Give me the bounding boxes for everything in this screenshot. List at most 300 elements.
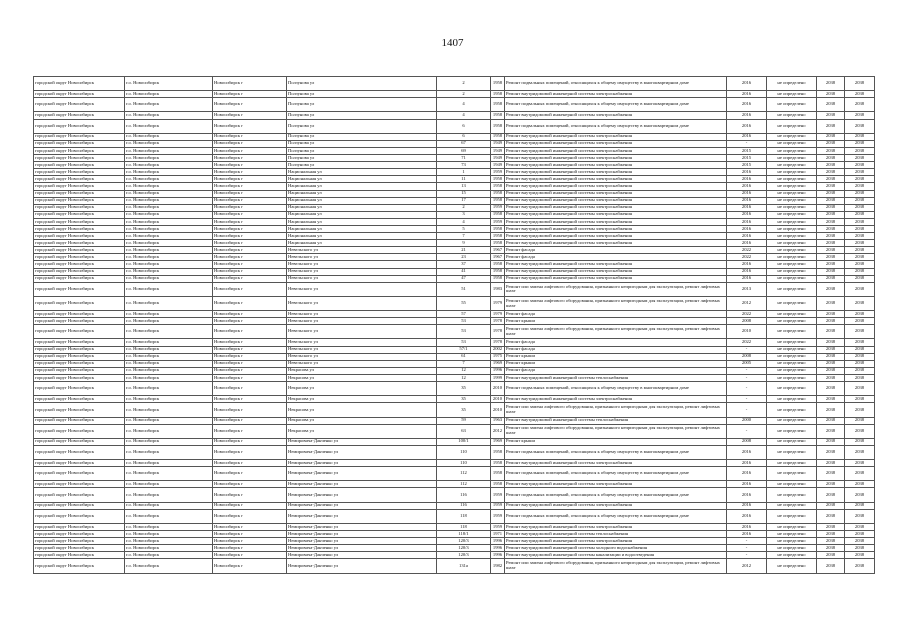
table-row xyxy=(34,240,875,247)
locality-cell: Новосибирск г xyxy=(213,445,287,459)
street-cell: Некрасова ул xyxy=(287,417,437,424)
house-number-cell: 6 xyxy=(437,133,491,140)
street-cell: Ползунова ул xyxy=(287,91,437,98)
table-row xyxy=(34,119,875,133)
street-cell: Невельского ул xyxy=(287,254,437,261)
year-built-cell: 1958 xyxy=(491,77,505,91)
deadline-start-cell: 2038 xyxy=(817,247,845,254)
status-cell: не определено xyxy=(767,538,817,545)
planned-year-cell: 2010 xyxy=(727,325,767,339)
work-type-cell: Ремонт внутридомовой инженерной системы электроснабжения xyxy=(505,481,727,488)
district-cell: городской округ Новосибирск xyxy=(34,445,125,459)
year-built-cell: 1979 xyxy=(491,311,505,318)
table-row xyxy=(34,424,875,438)
work-type-cell: Ремонт внутридомовой инженерной системы канализации и водоотведения xyxy=(505,552,727,559)
locality-cell: Новосибирск г xyxy=(213,545,287,552)
district-cell: городской округ Новосибирск xyxy=(34,247,125,254)
deadline-start-cell: 2038 xyxy=(817,396,845,403)
house-number-cell: 35 xyxy=(437,403,491,417)
street-cell: Невельского ул xyxy=(287,346,437,353)
planned-year-cell: 2016 xyxy=(727,240,767,247)
locality-cell: Новосибирск г xyxy=(213,98,287,112)
city-cell: г.о. Новосибирск xyxy=(125,183,213,190)
table-row xyxy=(34,296,875,310)
work-type-cell: Ремонт внутридомовой инженерной системы электроснабжения xyxy=(505,162,727,169)
house-number-cell: 100/1 xyxy=(437,438,491,445)
work-type-cell: Ремонт внутридомовой инженерной системы электроснабжения xyxy=(505,183,727,190)
year-built-cell: 1969 xyxy=(491,438,505,445)
house-number-cell: 55 xyxy=(437,296,491,310)
status-cell: не определено xyxy=(767,155,817,162)
deadline-start-cell: 2038 xyxy=(817,169,845,176)
street-cell: Ползунова ул xyxy=(287,119,437,133)
house-number-cell: 59 xyxy=(437,417,491,424)
district-cell: городской округ Новосибирск xyxy=(34,460,125,467)
status-cell: не определено xyxy=(767,233,817,240)
status-cell: не определено xyxy=(767,559,817,573)
street-cell: Ползунова ул xyxy=(287,133,437,140)
deadline-start-cell: 2038 xyxy=(817,112,845,119)
year-built-cell: 1958 xyxy=(491,225,505,232)
deadline-end-cell: 2038 xyxy=(845,417,875,424)
locality-cell: Новосибирск г xyxy=(213,488,287,502)
status-cell: не определено xyxy=(767,438,817,445)
deadline-start-cell: 2038 xyxy=(817,77,845,91)
deadline-start-cell: 2038 xyxy=(817,204,845,211)
locality-cell: Новосибирск г xyxy=(213,240,287,247)
status-cell: не определено xyxy=(767,211,817,218)
deadline-start-cell: 2038 xyxy=(817,261,845,268)
year-built-cell: 1959 xyxy=(491,169,505,176)
status-cell: не определено xyxy=(767,488,817,502)
city-cell: г.о. Новосибирск xyxy=(125,360,213,367)
house-number-cell: 120/3 xyxy=(437,552,491,559)
work-type-cell: Ремонт или замена лифтового оборудования, признанного непригодным для эксплуатации, ремонт лифтовых шахт xyxy=(505,282,727,296)
planned-year-cell: - xyxy=(727,424,767,438)
status-cell: не определено xyxy=(767,112,817,119)
locality-cell: Новосибирск г xyxy=(213,531,287,538)
street-cell: Невельского ул xyxy=(287,360,437,367)
district-cell: городской округ Новосибирск xyxy=(34,261,125,268)
status-cell: не определено xyxy=(767,98,817,112)
street-cell: Некрасова ул xyxy=(287,374,437,381)
table-row xyxy=(34,403,875,417)
deadline-start-cell: 2038 xyxy=(817,360,845,367)
street-cell: Невельского ул xyxy=(287,353,437,360)
house-number-cell: 61 xyxy=(437,353,491,360)
house-number-cell: 57 xyxy=(437,311,491,318)
planned-year-cell: 2016 xyxy=(727,91,767,98)
district-cell: городской округ Новосибирск xyxy=(34,538,125,545)
deadline-end-cell: 2038 xyxy=(845,339,875,346)
street-cell: Немировича-Данченко ул xyxy=(287,538,437,545)
house-number-cell: 110 xyxy=(437,460,491,467)
year-built-cell: 1958 xyxy=(491,233,505,240)
street-cell: Немировича-Данченко ул xyxy=(287,488,437,502)
city-cell: г.о. Новосибирск xyxy=(125,282,213,296)
district-cell: городской округ Новосибирск xyxy=(34,367,125,374)
street-cell: Ползунова ул xyxy=(287,112,437,119)
table-row xyxy=(34,98,875,112)
year-built-cell: 1949 xyxy=(491,147,505,154)
locality-cell: Новосибирск г xyxy=(213,559,287,573)
planned-year-cell: 2008 xyxy=(727,318,767,325)
city-cell: г.о. Новосибирск xyxy=(125,374,213,381)
locality-cell: Новосибирск г xyxy=(213,204,287,211)
deadline-end-cell: 2038 xyxy=(845,311,875,318)
city-cell: г.о. Новосибирск xyxy=(125,502,213,509)
district-cell: городской округ Новосибирск xyxy=(34,559,125,573)
deadline-end-cell: 2038 xyxy=(845,77,875,91)
work-type-cell: Ремонт внутридомовой инженерной системы электроснабжения xyxy=(505,240,727,247)
deadline-end-cell: 2038 xyxy=(845,403,875,417)
planned-year-cell: 2016 xyxy=(727,502,767,509)
locality-cell: Новосибирск г xyxy=(213,339,287,346)
deadline-end-cell: 2038 xyxy=(845,360,875,367)
street-cell: Некрасова ул xyxy=(287,382,437,396)
deadline-start-cell: 2038 xyxy=(817,367,845,374)
street-cell: Немировича-Данченко ул xyxy=(287,531,437,538)
deadline-start-cell: 2038 xyxy=(817,552,845,559)
planned-year-cell: - xyxy=(727,396,767,403)
year-built-cell: 1958 xyxy=(491,445,505,459)
table-row xyxy=(34,176,875,183)
district-cell: городской округ Новосибирск xyxy=(34,353,125,360)
city-cell: г.о. Новосибирск xyxy=(125,91,213,98)
street-cell: Национальная ул xyxy=(287,169,437,176)
city-cell: г.о. Новосибирск xyxy=(125,176,213,183)
table-row xyxy=(34,523,875,530)
house-number-cell: 17 xyxy=(437,197,491,204)
deadline-end-cell: 2038 xyxy=(845,538,875,545)
city-cell: г.о. Новосибирск xyxy=(125,353,213,360)
deadline-start-cell: 2038 xyxy=(817,467,845,481)
house-number-cell: 51 xyxy=(437,282,491,296)
locality-cell: Новосибирск г xyxy=(213,552,287,559)
status-cell: не определено xyxy=(767,502,817,509)
status-cell: не определено xyxy=(767,424,817,438)
planned-year-cell: - xyxy=(727,374,767,381)
planned-year-cell: - xyxy=(727,346,767,353)
house-number-cell: 67 xyxy=(437,140,491,147)
work-type-cell: Ремонт крыши xyxy=(505,438,727,445)
planned-year-cell: 2015 xyxy=(727,147,767,154)
deadline-end-cell: 2038 xyxy=(845,559,875,573)
status-cell: не определено xyxy=(767,218,817,225)
status-cell: не определено xyxy=(767,367,817,374)
table-row xyxy=(34,318,875,325)
deadline-start-cell: 2038 xyxy=(817,382,845,396)
status-cell: не определено xyxy=(767,417,817,424)
locality-cell: Новосибирск г xyxy=(213,282,287,296)
year-built-cell: 1983 xyxy=(491,282,505,296)
year-built-cell: 1958 xyxy=(491,240,505,247)
district-cell: городской округ Новосибирск xyxy=(34,481,125,488)
table-row xyxy=(34,382,875,396)
district-cell: городской округ Новосибирск xyxy=(34,396,125,403)
year-built-cell: 2002 xyxy=(491,346,505,353)
work-type-cell: Ремонт внутридомовой инженерной системы электроснабжения xyxy=(505,261,727,268)
deadline-start-cell: 2038 xyxy=(817,488,845,502)
planned-year-cell: 2022 xyxy=(727,339,767,346)
locality-cell: Новосибирск г xyxy=(213,438,287,445)
year-built-cell: 1971 xyxy=(491,531,505,538)
locality-cell: Новосибирск г xyxy=(213,346,287,353)
planned-year-cell: 2012 xyxy=(727,296,767,310)
city-cell: г.о. Новосибирск xyxy=(125,204,213,211)
year-built-cell: 1969 xyxy=(491,360,505,367)
table-row xyxy=(34,502,875,509)
deadline-start-cell: 2038 xyxy=(817,502,845,509)
planned-year-cell: - xyxy=(727,140,767,147)
work-type-cell: Ремонт фасада xyxy=(505,311,727,318)
work-type-cell: Ремонт подвальных помещений, относящихся к общему имуществу в многоквартирном доме xyxy=(505,509,727,523)
work-type-cell: Ремонт внутридомовой инженерной системы электроснабжения xyxy=(505,204,727,211)
year-built-cell: 1958 xyxy=(491,268,505,275)
work-type-cell: Ремонт внутридомовой инженерной системы электроснабжения xyxy=(505,225,727,232)
house-number-cell: 35 xyxy=(437,382,491,396)
deadline-end-cell: 2038 xyxy=(845,467,875,481)
work-type-cell: Ремонт крыши xyxy=(505,360,727,367)
house-number-cell: 120/3 xyxy=(437,545,491,552)
table-row xyxy=(34,211,875,218)
planned-year-cell: 2008 xyxy=(727,438,767,445)
house-number-cell: 12 xyxy=(437,374,491,381)
planned-year-cell: 2016 xyxy=(727,169,767,176)
planned-year-cell: 2016 xyxy=(727,523,767,530)
street-cell: Невельского ул xyxy=(287,325,437,339)
locality-cell: Новосибирск г xyxy=(213,538,287,545)
district-cell: городской округ Новосибирск xyxy=(34,325,125,339)
planned-year-cell: 2005 xyxy=(727,360,767,367)
city-cell: г.о. Новосибирск xyxy=(125,523,213,530)
work-type-cell: Ремонт внутридомовой инженерной системы электроснабжения xyxy=(505,538,727,545)
work-type-cell: Ремонт или замена лифтового оборудования, признанного непригодным для эксплуатации, ремонт лифтовых шахт xyxy=(505,325,727,339)
deadline-end-cell: 2038 xyxy=(845,374,875,381)
street-cell: Ползунова ул xyxy=(287,147,437,154)
year-built-cell: 1999 xyxy=(491,374,505,381)
street-cell: Немировича-Данченко ул xyxy=(287,523,437,530)
deadline-end-cell: 2038 xyxy=(845,268,875,275)
status-cell: не определено xyxy=(767,225,817,232)
locality-cell: Новосибирск г xyxy=(213,509,287,523)
district-cell: городской округ Новосибирск xyxy=(34,311,125,318)
planned-year-cell: - xyxy=(727,545,767,552)
street-cell: Национальная ул xyxy=(287,204,437,211)
deadline-start-cell: 2038 xyxy=(817,531,845,538)
planned-year-cell: 2016 xyxy=(727,460,767,467)
city-cell: г.о. Новосибирск xyxy=(125,467,213,481)
table-row xyxy=(34,360,875,367)
repair-register-table xyxy=(33,76,875,574)
locality-cell: Новосибирск г xyxy=(213,502,287,509)
table-row xyxy=(34,282,875,296)
city-cell: г.о. Новосибирск xyxy=(125,311,213,318)
year-built-cell: 1975 xyxy=(491,353,505,360)
city-cell: г.о. Новосибирск xyxy=(125,460,213,467)
deadline-end-cell: 2038 xyxy=(845,218,875,225)
deadline-start-cell: 2038 xyxy=(817,190,845,197)
year-built-cell: 1996 xyxy=(491,552,505,559)
city-cell: г.о. Новосибирск xyxy=(125,396,213,403)
planned-year-cell: 2022 xyxy=(727,247,767,254)
table-row xyxy=(34,183,875,190)
district-cell: городской округ Новосибирск xyxy=(34,204,125,211)
district-cell: городской округ Новосибирск xyxy=(34,488,125,502)
work-type-cell: Ремонт внутридомовой инженерной системы электроснабжения xyxy=(505,523,727,530)
locality-cell: Новосибирск г xyxy=(213,225,287,232)
planned-year-cell: 2022 xyxy=(727,311,767,318)
work-type-cell: Ремонт внутридомовой инженерной системы электроснабжения xyxy=(505,155,727,162)
district-cell: городской округ Новосибирск xyxy=(34,254,125,261)
work-type-cell: Ремонт крыши xyxy=(505,353,727,360)
planned-year-cell: 2016 xyxy=(727,204,767,211)
year-built-cell: 1959 xyxy=(491,523,505,530)
house-number-cell: 7 xyxy=(437,233,491,240)
deadline-end-cell: 2038 xyxy=(845,240,875,247)
year-built-cell: 1996 xyxy=(491,538,505,545)
locality-cell: Новосибирск г xyxy=(213,353,287,360)
city-cell: г.о. Новосибирск xyxy=(125,339,213,346)
table-row xyxy=(34,438,875,445)
house-number-cell: 23 xyxy=(437,254,491,261)
district-cell: городской округ Новосибирск xyxy=(34,197,125,204)
deadline-end-cell: 2038 xyxy=(845,247,875,254)
table-body xyxy=(34,77,875,574)
deadline-end-cell: 2038 xyxy=(845,261,875,268)
city-cell: г.о. Новосибирск xyxy=(125,445,213,459)
street-cell: Национальная ул xyxy=(287,183,437,190)
deadline-end-cell: 2038 xyxy=(845,438,875,445)
planned-year-cell: 2013 xyxy=(727,282,767,296)
house-number-cell: 116 xyxy=(437,488,491,502)
city-cell: г.о. Новосибирск xyxy=(125,261,213,268)
deadline-start-cell: 2038 xyxy=(817,509,845,523)
deadline-start-cell: 2038 xyxy=(817,133,845,140)
planned-year-cell: 2016 xyxy=(727,211,767,218)
deadline-start-cell: 2038 xyxy=(817,438,845,445)
work-type-cell: Ремонт подвальных помещений, относящихся к общему имуществу в многоквартирном доме xyxy=(505,445,727,459)
year-built-cell: 1958 xyxy=(491,183,505,190)
street-cell: Немировича-Данченко ул xyxy=(287,467,437,481)
year-built-cell: 1958 xyxy=(491,460,505,467)
deadline-start-cell: 2038 xyxy=(817,197,845,204)
planned-year-cell: 2016 xyxy=(727,112,767,119)
work-type-cell: Ремонт подвальных помещений, относящихся к общему имуществу в многоквартирном доме xyxy=(505,77,727,91)
deadline-start-cell: 2038 xyxy=(817,545,845,552)
deadline-start-cell: 2038 xyxy=(817,559,845,573)
deadline-start-cell: 2038 xyxy=(817,225,845,232)
table-row xyxy=(34,445,875,459)
year-built-cell: 2012 xyxy=(491,424,505,438)
district-cell: городской округ Новосибирск xyxy=(34,233,125,240)
year-built-cell: 1979 xyxy=(491,296,505,310)
year-built-cell: 1958 xyxy=(491,197,505,204)
planned-year-cell: 2016 xyxy=(727,509,767,523)
street-cell: Ползунова ул xyxy=(287,77,437,91)
work-type-cell: Ремонт внутридомовой инженерной системы теплоснабжения xyxy=(505,374,727,381)
year-built-cell: 1967 xyxy=(491,247,505,254)
deadline-end-cell: 2038 xyxy=(845,112,875,119)
deadline-end-cell: 2038 xyxy=(845,147,875,154)
street-cell: Невельского ул xyxy=(287,247,437,254)
status-cell: не определено xyxy=(767,346,817,353)
deadline-end-cell: 2038 xyxy=(845,545,875,552)
city-cell: г.о. Новосибирск xyxy=(125,225,213,232)
house-number-cell: 2 xyxy=(437,77,491,91)
locality-cell: Новосибирск г xyxy=(213,254,287,261)
year-built-cell: 1967 xyxy=(491,254,505,261)
house-number-cell: 53 xyxy=(437,318,491,325)
status-cell: не определено xyxy=(767,531,817,538)
deadline-start-cell: 2038 xyxy=(817,282,845,296)
year-built-cell: 1958 xyxy=(491,91,505,98)
status-cell: не определено xyxy=(767,311,817,318)
planned-year-cell: - xyxy=(727,538,767,545)
district-cell: городской округ Новосибирск xyxy=(34,552,125,559)
locality-cell: Новосибирск г xyxy=(213,169,287,176)
city-cell: г.о. Новосибирск xyxy=(125,140,213,147)
city-cell: г.о. Новосибирск xyxy=(125,488,213,502)
work-type-cell: Ремонт или замена лифтового оборудования, признанного непригодным для эксплуатации, ремонт лифтовых шахт xyxy=(505,559,727,573)
deadline-start-cell: 2038 xyxy=(817,140,845,147)
deadline-end-cell: 2038 xyxy=(845,367,875,374)
street-cell: Невельского ул xyxy=(287,311,437,318)
deadline-end-cell: 2038 xyxy=(845,211,875,218)
deadline-end-cell: 2038 xyxy=(845,169,875,176)
deadline-end-cell: 2038 xyxy=(845,481,875,488)
district-cell: городской округ Новосибирск xyxy=(34,176,125,183)
work-type-cell: Ремонт фасада xyxy=(505,247,727,254)
house-number-cell: 118 xyxy=(437,509,491,523)
deadline-start-cell: 2038 xyxy=(817,538,845,545)
district-cell: городской округ Новосибирск xyxy=(34,183,125,190)
year-built-cell: 2010 xyxy=(491,396,505,403)
status-cell: не определено xyxy=(767,460,817,467)
locality-cell: Новосибирск г xyxy=(213,275,287,282)
city-cell: г.о. Новосибирск xyxy=(125,438,213,445)
page-number: 1407 xyxy=(441,37,464,49)
locality-cell: Новосибирск г xyxy=(213,417,287,424)
city-cell: г.о. Новосибирск xyxy=(125,417,213,424)
street-cell: Немировича-Данченко ул xyxy=(287,509,437,523)
year-built-cell: 1959 xyxy=(491,204,505,211)
table-row xyxy=(34,531,875,538)
year-built-cell: 2010 xyxy=(491,403,505,417)
locality-cell: Новосибирск г xyxy=(213,247,287,254)
house-number-cell: 9 xyxy=(437,240,491,247)
table-row xyxy=(34,190,875,197)
planned-year-cell: 2016 xyxy=(727,133,767,140)
deadline-end-cell: 2038 xyxy=(845,502,875,509)
planned-year-cell: 2016 xyxy=(727,98,767,112)
house-number-cell: 21 xyxy=(437,247,491,254)
locality-cell: Новосибирск г xyxy=(213,374,287,381)
city-cell: г.о. Новосибирск xyxy=(125,211,213,218)
locality-cell: Новосибирск г xyxy=(213,77,287,91)
work-type-cell: Ремонт внутридомовой инженерной системы электроснабжения xyxy=(505,176,727,183)
year-built-cell: 1958 xyxy=(491,211,505,218)
planned-year-cell: 2016 xyxy=(727,233,767,240)
locality-cell: Новосибирск г xyxy=(213,155,287,162)
deadline-end-cell: 2038 xyxy=(845,275,875,282)
street-cell: Ползунова ул xyxy=(287,155,437,162)
city-cell: г.о. Новосибирск xyxy=(125,254,213,261)
district-cell: городской округ Новосибирск xyxy=(34,282,125,296)
city-cell: г.о. Новосибирск xyxy=(125,98,213,112)
deadline-start-cell: 2038 xyxy=(817,417,845,424)
street-cell: Ползунова ул xyxy=(287,162,437,169)
